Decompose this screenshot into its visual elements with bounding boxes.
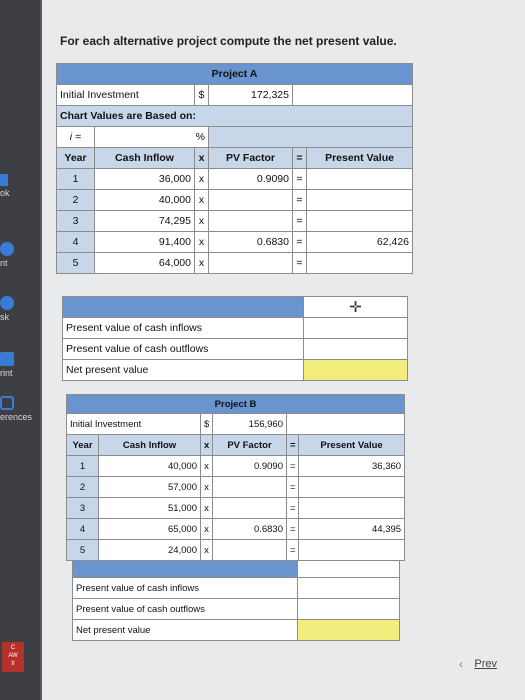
present-value-input[interactable]: [299, 477, 405, 498]
times-cell: x: [201, 540, 213, 561]
npv-input[interactable]: [304, 360, 408, 381]
table-row: [67, 498, 405, 519]
present-value-input[interactable]: 44,395: [299, 519, 405, 540]
sidebar-item-label: nt: [0, 258, 8, 268]
pv-factor-input[interactable]: [209, 211, 293, 232]
npv-label: Net present value: [63, 360, 304, 381]
pv-outflows-input[interactable]: [304, 339, 408, 360]
col-equals: =: [287, 435, 299, 456]
present-value-input[interactable]: [307, 169, 413, 190]
cash-inflow-cell: 36,000: [95, 169, 195, 190]
times-cell: x: [195, 253, 209, 274]
pv-inflows-input[interactable]: [304, 318, 408, 339]
question-text: For each alternative project compute the net present value.: [60, 34, 397, 48]
plus-icon: ✛: [304, 297, 408, 318]
equals-cell: =: [293, 169, 307, 190]
col-pv-factor: PV Factor: [209, 148, 293, 169]
ask-icon: [0, 296, 14, 310]
times-cell: x: [201, 498, 213, 519]
blank-cell: [293, 85, 413, 106]
printer-icon: [0, 352, 14, 366]
percent-sign: %: [195, 131, 205, 143]
currency-sign: $: [201, 414, 213, 435]
year-cell: 5: [67, 540, 99, 561]
cash-inflow-cell: 74,295: [95, 211, 195, 232]
sidebar-item-printer[interactable]: [0, 368, 40, 378]
times-cell: x: [195, 190, 209, 211]
equals-cell: =: [293, 190, 307, 211]
pv-factor-input[interactable]: [209, 190, 293, 211]
table-row: [67, 477, 405, 498]
sidebar-item-print[interactable]: [0, 258, 40, 268]
cash-inflow-cell: 91,400: [95, 232, 195, 253]
equals-cell: =: [287, 540, 299, 561]
equals-cell: =: [293, 253, 307, 274]
interest-rate-label: i =: [57, 127, 95, 148]
blank-cell: [298, 561, 400, 578]
sidebar-item-label: sk: [0, 312, 9, 322]
present-value-input[interactable]: 36,360: [299, 456, 405, 477]
equals-cell: =: [287, 477, 299, 498]
summary-header: [63, 297, 304, 318]
initial-investment-value[interactable]: 156,960: [213, 414, 287, 435]
blank-cell: [287, 414, 405, 435]
interest-rate-input[interactable]: [95, 127, 209, 148]
initial-investment-label: Initial Investment: [67, 414, 201, 435]
col-present-value: Present Value: [307, 148, 413, 169]
project-b-table: [66, 394, 405, 561]
equals-cell: =: [293, 211, 307, 232]
table-row: [57, 211, 413, 232]
pv-outflows-label: Present value of cash outflows: [73, 599, 298, 620]
cash-inflow-cell: 51,000: [99, 498, 201, 519]
pv-outflows-input[interactable]: [298, 599, 400, 620]
project-a-table: [56, 63, 413, 274]
year-cell: 2: [67, 477, 99, 498]
present-value-input[interactable]: 62,426: [307, 232, 413, 253]
col-times: x: [201, 435, 213, 456]
project-b-summary: [72, 560, 400, 641]
year-cell: 5: [57, 253, 95, 274]
pv-factor-input[interactable]: 0.9090: [209, 169, 293, 190]
equals-cell: =: [287, 456, 299, 477]
table-row: [67, 456, 405, 477]
year-cell: 3: [57, 211, 95, 232]
col-cash-inflow: Cash Inflow: [99, 435, 201, 456]
times-cell: x: [201, 519, 213, 540]
print-icon: [0, 242, 14, 256]
references-icon: [0, 396, 14, 410]
sidebar-item-ask[interactable]: [0, 312, 40, 322]
pv-factor-input[interactable]: [213, 498, 287, 519]
project-a-title: Project A: [57, 64, 413, 85]
col-cash-inflow: Cash Inflow: [95, 148, 195, 169]
cash-inflow-cell: 64,000: [95, 253, 195, 274]
pv-factor-input[interactable]: 0.6830: [213, 519, 287, 540]
sidebar-item-label: rint: [0, 368, 13, 378]
times-cell: x: [201, 477, 213, 498]
sidebar-item-label: ok: [0, 188, 10, 198]
pv-factor-input[interactable]: [209, 253, 293, 274]
present-value-input[interactable]: [307, 211, 413, 232]
cash-inflow-cell: 40,000: [99, 456, 201, 477]
cash-inflow-cell: 40,000: [95, 190, 195, 211]
npv-label: Net present value: [73, 620, 298, 641]
table-row: [57, 169, 413, 190]
col-pv-factor: PV Factor: [213, 435, 287, 456]
year-cell: 1: [67, 456, 99, 477]
times-cell: x: [195, 211, 209, 232]
book-icon: [0, 174, 8, 186]
sidebar-item-references[interactable]: [0, 412, 40, 422]
equals-cell: =: [287, 498, 299, 519]
equals-cell: =: [287, 519, 299, 540]
table-row: [57, 253, 413, 274]
currency-sign: $: [195, 85, 209, 106]
chevron-left-icon: ‹: [459, 657, 463, 671]
present-value-input[interactable]: [299, 498, 405, 519]
year-cell: 1: [57, 169, 95, 190]
times-cell: x: [195, 169, 209, 190]
sidebar-item-book[interactable]: [0, 188, 40, 198]
project-a-summary: [62, 296, 408, 381]
pv-factor-input[interactable]: 0.9090: [213, 456, 287, 477]
blank-cell: [209, 127, 413, 148]
pv-inflows-label: Present value of cash inflows: [63, 318, 304, 339]
col-times: x: [195, 148, 209, 169]
initial-investment-value[interactable]: 172,325: [209, 85, 293, 106]
col-year: Year: [67, 435, 99, 456]
year-cell: 2: [57, 190, 95, 211]
worksheet-screen: [42, 0, 525, 700]
col-present-value: Present Value: [299, 435, 405, 456]
table-row: [57, 232, 413, 253]
times-cell: x: [201, 456, 213, 477]
cash-inflow-cell: 57,000: [99, 477, 201, 498]
present-value-input[interactable]: [299, 540, 405, 561]
prev-link[interactable]: Prev: [474, 658, 497, 670]
summary-header: [73, 561, 298, 578]
pv-inflows-label: Present value of cash inflows: [73, 578, 298, 599]
times-cell: x: [195, 232, 209, 253]
pv-factor-input[interactable]: [213, 477, 287, 498]
pv-factor-input[interactable]: [213, 540, 287, 561]
sidebar: [0, 0, 40, 700]
table-row: [67, 540, 405, 561]
present-value-input[interactable]: [307, 190, 413, 211]
col-equals: =: [293, 148, 307, 169]
pv-inflows-input[interactable]: [298, 578, 400, 599]
npv-input[interactable]: [298, 620, 400, 641]
year-cell: 3: [67, 498, 99, 519]
table-row: [57, 190, 413, 211]
cash-inflow-cell: 65,000: [99, 519, 201, 540]
pv-outflows-label: Present value of cash outflows: [63, 339, 304, 360]
initial-investment-label: Initial Investment: [57, 85, 195, 106]
project-b-title: Project B: [67, 395, 405, 414]
sidebar-item-label: erences: [0, 412, 33, 422]
table-row: [67, 519, 405, 540]
brand-logo: C AW II: [2, 642, 24, 672]
equals-cell: =: [293, 232, 307, 253]
chart-values-label: Chart Values are Based on:: [57, 106, 413, 127]
year-cell: 4: [67, 519, 99, 540]
cash-inflow-cell: 24,000: [99, 540, 201, 561]
year-cell: 4: [57, 232, 95, 253]
col-year: Year: [57, 148, 95, 169]
pv-factor-input[interactable]: 0.6830: [209, 232, 293, 253]
present-value-input[interactable]: [307, 253, 413, 274]
